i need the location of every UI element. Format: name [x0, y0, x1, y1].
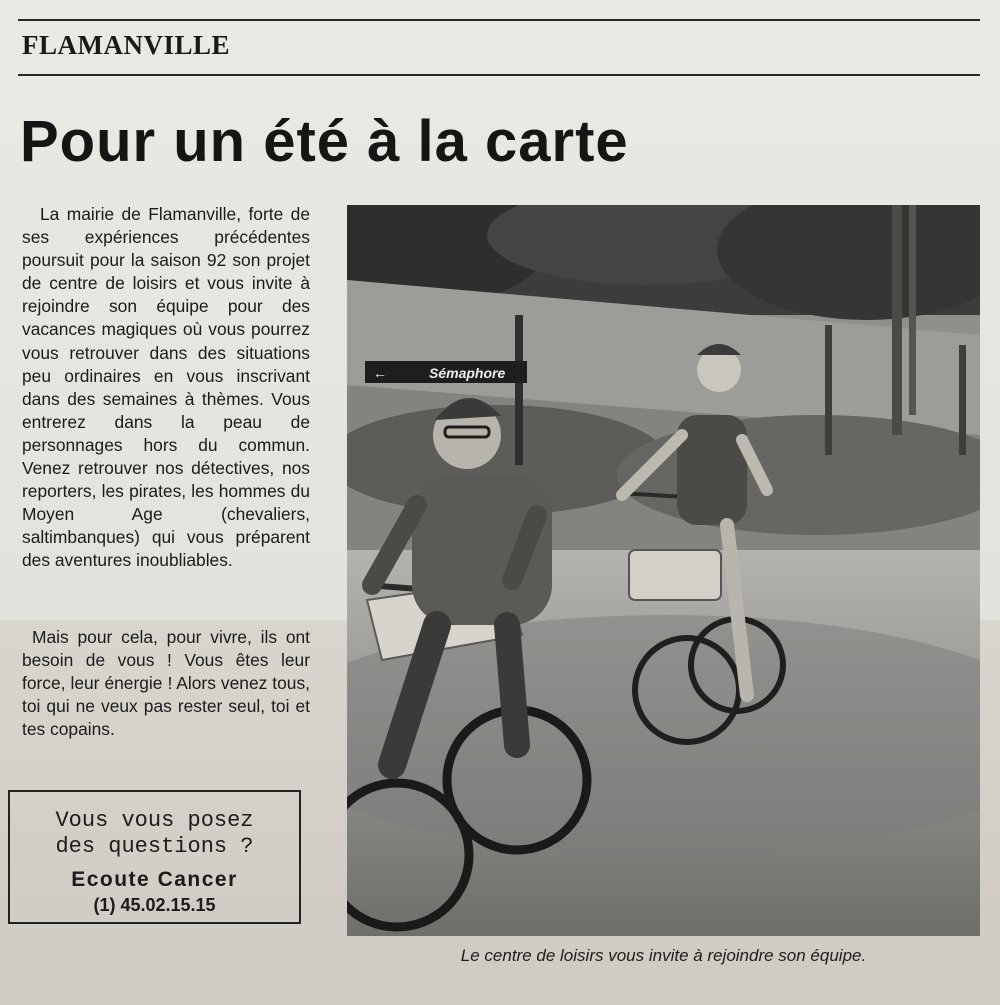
- sign-text: Sémaphore: [429, 365, 506, 381]
- article-paragraph-2: Mais pour cela, pour vivre, ils ont besoin de vous ! Vous êtes leur force, leur énergie ! Alors venez tous, toi qui ne veux pas rester seul, toi et tes copains.: [22, 627, 310, 740]
- photo-illustration: [347, 205, 980, 936]
- ad-organization-name: Ecoute Cancer: [71, 868, 238, 891]
- ad-box: [8, 790, 301, 924]
- photo-caption: Le centre de loisirs vous invite à rejoindre son équipe.: [460, 946, 867, 965]
- section-title: FLAMANVILLE: [22, 30, 231, 60]
- article-paragraph-1: La mairie de Flamanville, forte de ses expériences précédentes poursuit pour la saison 92 son projet de centre de loisirs et vous invite à rejoindre son équipe pour des vacances magiques où vous pourrez vous retrouver dans des situations peu ordinaires en vous inscrivant dans des semaines à thèmes. Vous entrerez dans la peau de personnages hors du commun. Venez retrouver nos détectives, nos reporters, les pirates, les hommes du Moyen Age (chevaliers, saltimbanques) qui vous préparent des aventures inoubliables.: [22, 204, 310, 571]
- bike-basket: [629, 550, 721, 600]
- top-rule: [18, 19, 980, 21]
- ad-question-line-2: des questions ?: [55, 834, 254, 859]
- sign-post: [515, 315, 523, 465]
- photo: [347, 205, 980, 936]
- utility-pole: [892, 205, 902, 435]
- section-rule: [18, 74, 980, 76]
- ad-phone-number: (1) 45.02.15.15: [93, 895, 216, 915]
- headline: Pour un été à la carte: [20, 109, 629, 174]
- ad-question-line-1: Vous vous posez: [55, 808, 254, 833]
- svg-text:←: ←: [373, 365, 387, 381]
